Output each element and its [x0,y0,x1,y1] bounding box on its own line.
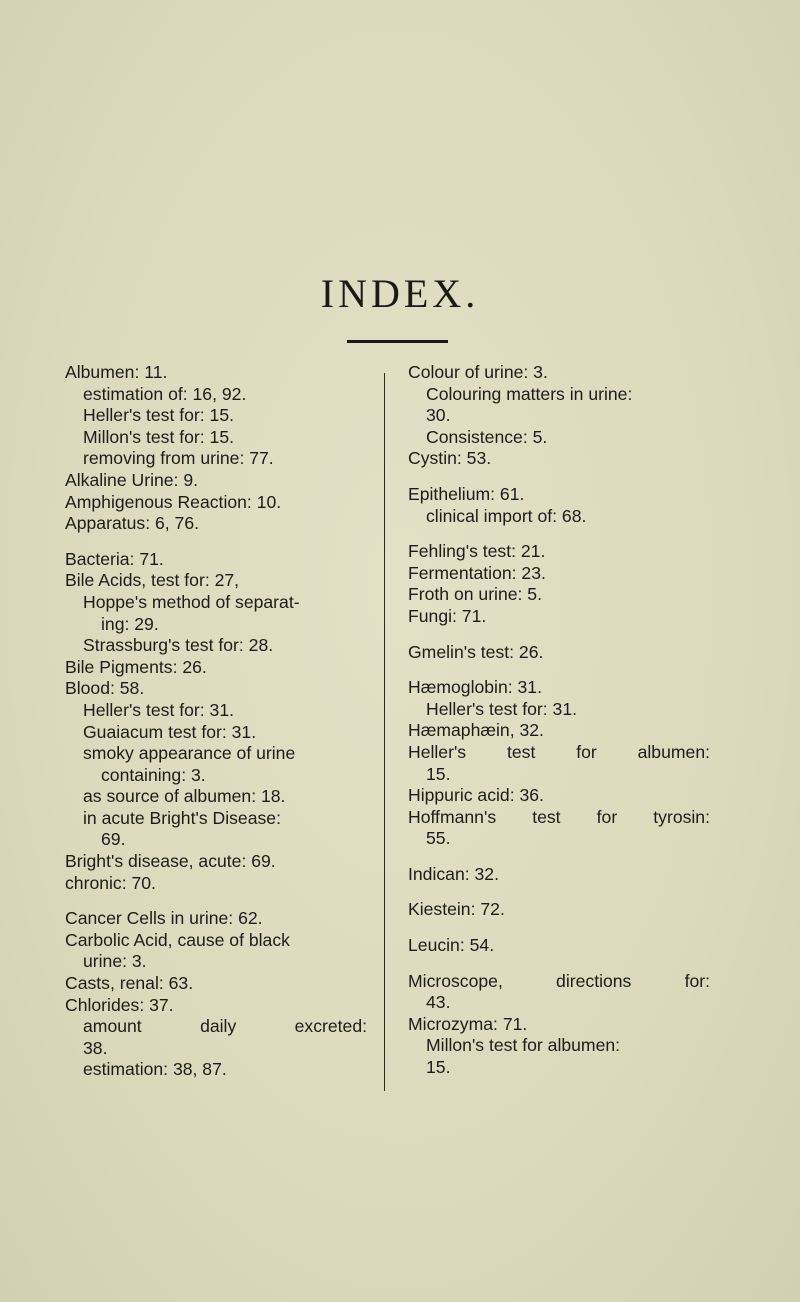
index-entry: Microzyma: 71. [408,1013,528,1034]
index-column-left [65,362,367,1081]
index-entry: Bile Pigments: 26. [65,656,207,677]
index-entry: 38. [83,1037,108,1058]
index-entry: Hæmaphæin, 32. [408,720,544,741]
index-entry: ing: 29. [101,613,159,634]
index-entry: Carbolic Acid, cause of black [65,929,290,950]
column-divider [384,373,385,1091]
index-entry: Heller's test for: 31. [426,698,578,719]
page-title: INDEX. [320,271,480,316]
index-entry: Heller's test for albumen: [408,741,710,762]
index-entry: clinical import of: 68. [426,505,587,526]
index-entry: Millon's test for albumen: [426,1035,621,1056]
index-entry: Amphigenous Reaction: 10. [65,491,282,512]
index-entry: Millon's test for: 15. [83,426,235,447]
index-entry: Colouring matters in urine: [426,383,633,404]
index-entry: Hippuric acid: 36. [408,785,544,806]
index-entry: 15. [426,1057,451,1078]
index-entry: estimation: 38, 87. [83,1059,227,1080]
entry-gap [408,628,710,642]
index-entry: Cancer Cells in urine: 62. [65,908,263,929]
index-entry: Gmelin's test: 26. [408,641,544,662]
index-entry: Fermentation: 23. [408,562,546,583]
index-entry: Bright's disease, acute: 69. [65,851,276,872]
entry-gap [408,957,710,971]
entry-gap [408,527,710,541]
index-entry: urine: 3. [83,951,147,972]
entry-gap [65,894,367,908]
index-entry: estimation of: 16, 92. [83,383,247,404]
index-entry: Casts, renal: 63. [65,973,194,994]
index-entry: Blood: 58. [65,678,145,699]
index-entry: Fehling's test: 21. [408,541,546,562]
index-entry: containing: 3. [101,764,206,785]
entry-gap [408,850,710,864]
index-entry: 30. [426,405,451,426]
index-entry: as source of albumen: 18. [83,786,286,807]
index-entry: Apparatus: 6, 76. [65,513,199,534]
index-entry: Heller's test for: 31. [83,699,235,720]
index-entry: Froth on urine: 5. [408,584,542,605]
index-entry: Colour of urine: 3. [408,362,548,382]
index-entry: Epithelium: 61. [408,483,525,504]
index-column-right [408,362,710,1079]
index-entry: Bacteria: 71. [65,548,164,569]
index-entry: Kiestein: 72. [408,899,505,920]
index-entry: Consistence: 5. [426,426,548,447]
index-entry: Hoppe's method of separat- [83,591,300,612]
entry-gap [408,470,710,484]
index-entry: Microscope, directions for: [408,970,710,991]
entry-gap [408,885,710,899]
index-entry: amount daily excreted: [83,1016,367,1037]
index-entry: Hæmoglobin: 31. [408,677,542,698]
index-entry: chronic: 70. [65,872,156,893]
entry-gap [408,663,710,677]
index-entry: removing from urine: 77. [83,448,274,469]
index-entry: Cystin: 53. [408,448,492,469]
index-entry: Chlorides: 37. [65,994,174,1015]
entry-gap [408,921,710,935]
index-entry: 55. [426,828,451,849]
index-entry: 43. [426,992,451,1013]
index-entry: Strassburg's test for: 28. [83,635,274,656]
index-entry: Heller's test for: 15. [83,405,235,426]
index-entry: Albumen: 11. [65,362,168,382]
index-entry: in acute Bright's Disease: [83,807,281,828]
entry-gap [65,535,367,549]
index-entry: Leucin: 54. [408,935,495,956]
index-entry: 15. [426,763,451,784]
index-entry: Bile Acids, test for: 27, [65,570,240,591]
index-entry: smoky appearance of urine [83,743,296,764]
title-rule [347,340,448,343]
index-entry: Hoffmann's test for tyrosin: [408,806,710,827]
index-entry: Indican: 32. [408,863,499,884]
index-entry: Alkaline Urine: 9. [65,469,198,490]
index-entry: 69. [101,829,126,850]
index-entry: Guaiacum test for: 31. [83,721,257,742]
index-entry: Fungi: 71. [408,605,487,626]
